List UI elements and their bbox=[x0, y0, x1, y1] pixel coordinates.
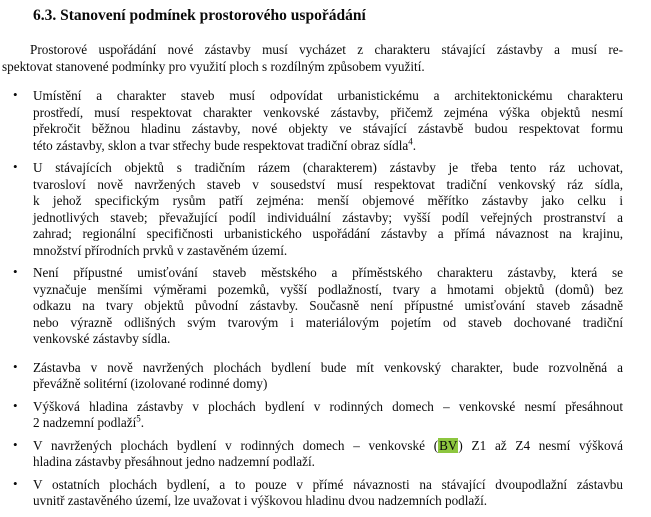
text-run: ) Z1 až Z4 nesmí výšková bbox=[458, 437, 623, 453]
text-run: tvarosloví nově navržených staveb v sousedství musí respektovat tradiční venkovský ráz sídla, bbox=[33, 176, 623, 192]
text-line bbox=[33, 226, 623, 243]
text-run: V ostatních plochách bydlení, a to pouze v přímé návaznosti na stávající dvoupodlažní zástavbu bbox=[33, 476, 623, 492]
bullet-item-venkovsky-charakter-novych-ploch bbox=[2, 360, 623, 393]
text-run: Umístění a charakter staveb musí odpovídat urbanistickému a architektonickému charakteru bbox=[33, 88, 623, 103]
text-line bbox=[33, 88, 623, 105]
text-line bbox=[33, 210, 623, 227]
text-line bbox=[33, 454, 623, 471]
text-line bbox=[2, 59, 623, 76]
text-line bbox=[33, 243, 623, 260]
text-run: Výšková hladina zástavby v plochách bydlení v rodinných domech – venkovské nesmí přesáhnout bbox=[33, 398, 623, 414]
text-run: Prostorové uspořádání nové zástavby musí vycházet z charakteru stávající zástavby a musí re- bbox=[30, 42, 623, 57]
text-line bbox=[33, 360, 623, 377]
bullet-item-vyskova-hladina-2-podlazi bbox=[2, 399, 623, 432]
text-line bbox=[2, 42, 623, 59]
bullet-item-bv-z1-az-z4-jedno-podlazi bbox=[2, 438, 623, 471]
text-line bbox=[33, 282, 623, 299]
text-run: U stávajících objektů s tradičním rázem (charakterem) zástavby je třeba tento ráz uchovat, bbox=[33, 160, 623, 175]
text-line bbox=[33, 121, 623, 138]
text-run: hladina zástavby přesáhnout jedno nadzemní podlaží. bbox=[33, 454, 315, 469]
text-line bbox=[33, 160, 623, 177]
text-run: překročit běžnou hladinu zástavby, nové objekty ve stávající zástavbě budou respektovat formu bbox=[33, 121, 623, 136]
bullet-icon: • bbox=[13, 159, 18, 174]
text-run: k jehož specifickým rysům patří zejména: menší objemové měřítko zástavby jako celku i bbox=[33, 193, 623, 208]
bullet-item-nepripustne-mestske-stavby bbox=[2, 265, 623, 348]
text-line bbox=[33, 105, 623, 122]
text-line bbox=[33, 376, 623, 393]
bullet-icon: • bbox=[13, 397, 18, 413]
text-run: prostředí, musí respektovat charakter venkovské zástavby, přičemž zejména výška objektů nesmí bbox=[33, 104, 623, 120]
text-run: uvnitř zastavěného území, lze uvažovat i výškovou hladinu dvou nadzemních podlaží. bbox=[33, 493, 488, 508]
highlighted-code-bv: BV bbox=[439, 437, 458, 453]
text-run: odkazu na tvary objektů původní zástavby. Současně není přípustné umisťování staveb zásadně bbox=[33, 298, 623, 313]
text-line bbox=[33, 438, 623, 455]
text-line bbox=[33, 177, 623, 194]
bullet-icon: • bbox=[13, 475, 18, 491]
footnote-ref: 4 bbox=[408, 136, 413, 147]
bullet-icon: • bbox=[13, 264, 18, 279]
text-line bbox=[33, 193, 623, 210]
section-heading: 6.3. Stanovení podmínek prostorového uspořádání bbox=[33, 7, 366, 24]
text-run: . bbox=[412, 137, 417, 153]
text-line bbox=[33, 493, 623, 510]
text-run: této zástavby, sklon a tvar střechy bude respektovat tradiční obraz sídla bbox=[33, 137, 409, 153]
bullet-list bbox=[2, 88, 623, 510]
text-line bbox=[33, 477, 623, 494]
text-run: vyznačuje menšími výměrami pozemků, vyšší podlažností, tvary a hmotami objektů (domů) bez bbox=[33, 281, 623, 297]
text-line bbox=[33, 298, 623, 315]
bullet-icon: • bbox=[13, 358, 18, 374]
text-run: venkovské zástavby sídla. bbox=[33, 331, 171, 346]
text-line bbox=[33, 415, 623, 432]
text-run: 2 nadzemní podlaží bbox=[33, 415, 137, 430]
text-line bbox=[33, 331, 623, 348]
bullet-icon: • bbox=[13, 87, 18, 102]
text-run: spektovat stanovené podmínky pro využití ploch s rozdílným způsobem využití. bbox=[2, 58, 425, 74]
bullet-icon: • bbox=[13, 436, 18, 452]
bullet-item-tradicni-raz-zastavby bbox=[2, 160, 623, 259]
intro-paragraph bbox=[2, 42, 623, 75]
text-run: nebo výrazně odlišných svým tvarovým i materiálovým pojetím od staveb dochované tradiční bbox=[33, 314, 623, 330]
text-line bbox=[33, 315, 623, 332]
text-line bbox=[33, 138, 623, 155]
text-run: Zástavba v nově navržených plochách bydlení bude mít venkovský charakter, bude rozvolněná a bbox=[33, 359, 623, 375]
text-run: V navržených plochách bydlení v rodinných domech – venkovské ( bbox=[33, 437, 439, 453]
text-run: zahrad; regionální specifičnosti urbanistického uspořádání zástavby a přímá návaznost na krajinu, bbox=[33, 226, 623, 241]
text-line bbox=[33, 399, 623, 416]
bullet-item-ostatni-plochy-dve-podlazi bbox=[2, 477, 623, 510]
bullet-item-umisteni-a-charakter-staveb bbox=[2, 88, 623, 154]
text-run: . bbox=[140, 415, 145, 430]
text-run: množství přírodních prvků v zastavěném území. bbox=[33, 242, 288, 258]
text-line bbox=[33, 265, 623, 282]
text-run: převážně solitérní (izolované rodinné domy) bbox=[33, 376, 268, 391]
footnote-ref: 5 bbox=[136, 413, 141, 424]
text-run: jednotlivých staveb; převažující podíl individuální zástavby; vyšší podíl veřejných prostranství a bbox=[33, 209, 623, 225]
text-run: Není přípustné umisťování staveb městského a příměstského charakteru zástavby, která se bbox=[33, 265, 623, 280]
